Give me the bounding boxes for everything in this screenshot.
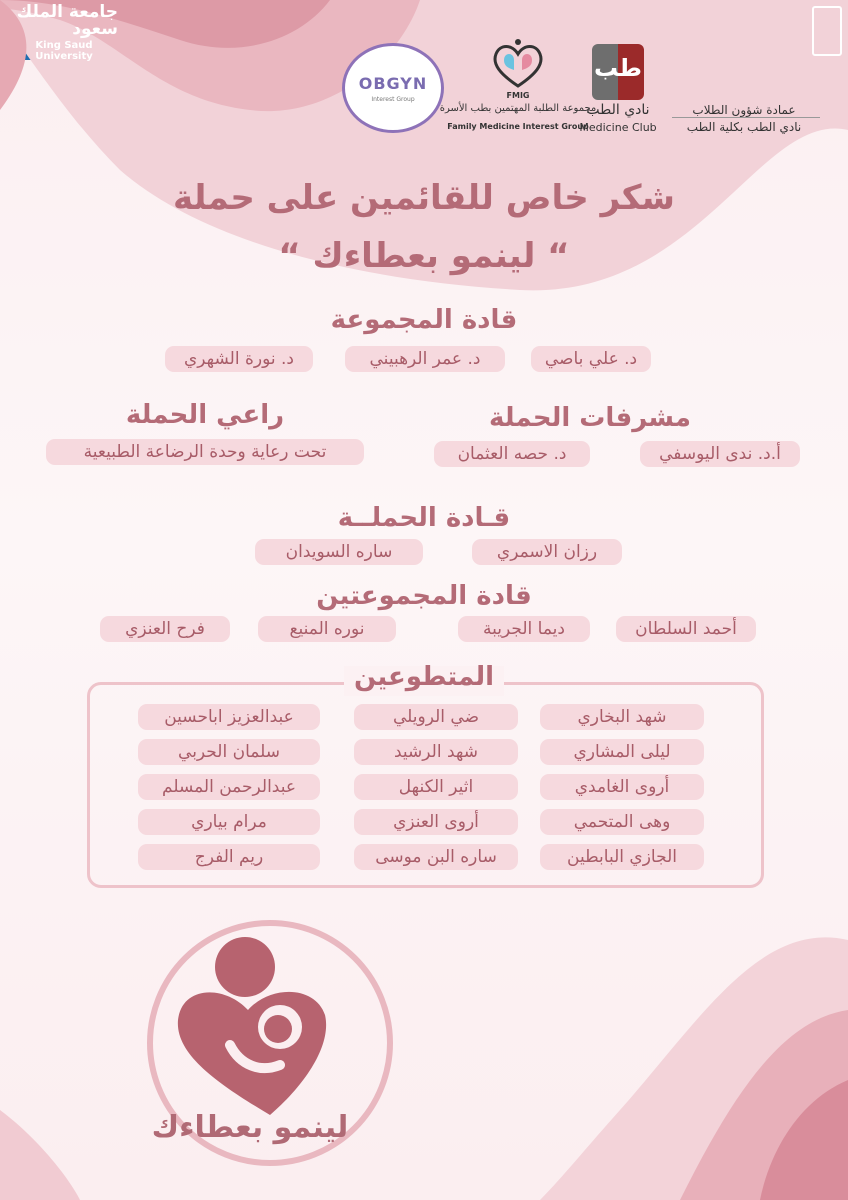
group-leader-name: د. عمر الرهبيني [345, 346, 505, 372]
ksu-dept-2: نادي الطب بكلية الطب [686, 120, 802, 134]
two-groups-leader-name: فرح العنزي [100, 616, 230, 642]
fmig-english: Family Medicine Interest Group [447, 122, 589, 131]
thanks-heading: شكر خاص للقائمين على حملة [173, 178, 675, 218]
supervisors-title: مشرفات الحملة [489, 403, 691, 433]
two-groups-leader-name: ديما الجريبة [458, 616, 590, 642]
volunteer-name: ليلى المشاري [540, 739, 704, 765]
volunteer-name: أروى الغامدي [540, 774, 704, 800]
volunteer-name: ساره البن موسى [354, 844, 518, 870]
campaign-leaders-title: قـادة الحملــة [337, 503, 511, 533]
medicine-club-glyph: طب [593, 54, 642, 82]
volunteers-title: المتطوعين [353, 662, 495, 692]
sponsor-title: راعي الحملة [125, 400, 285, 430]
two-groups-leaders-title: قادة المجموعتين [316, 581, 532, 611]
volunteer-name: شهد البخاري [540, 704, 704, 730]
volunteer-name: ريم الفرج [138, 844, 320, 870]
ksu-english-name: King Saud University [35, 40, 93, 62]
supervisor-name: أ.د. ندى اليوسفي [640, 441, 800, 467]
volunteer-name: مرام بياري [138, 809, 320, 835]
two-groups-leader-name: نوره المنيع [258, 616, 396, 642]
fmig-heart-icon [490, 36, 546, 92]
obgyn-logo [342, 43, 444, 133]
ksu-arabic-name: جامعة الملك سعود [16, 2, 118, 39]
volunteer-name: سلمان الحربي [138, 739, 320, 765]
volunteer-name: عبدالرحمن المسلم [138, 774, 320, 800]
campaign-leader-name: ساره السويدان [255, 539, 423, 565]
campaign-leader-name: رزان الاسمري [472, 539, 622, 565]
volunteer-name: وهى المتحمي [540, 809, 704, 835]
obgyn-title: OBGYN [358, 74, 428, 93]
group-leader-name: د. علي باصي [531, 346, 651, 372]
supervisor-name: د. حصه العثمان [434, 441, 590, 467]
campaign-name-heading: “ لينمو بعطاءك “ [278, 236, 570, 276]
group-leader-name: د. نورة الشهري [165, 346, 313, 372]
volunteer-name: الجازي البابطين [540, 844, 704, 870]
two-groups-leader-name: أحمد السلطان [616, 616, 756, 642]
group-leaders-title: قادة المجموعة [330, 305, 518, 335]
volunteer-name: اثير الكنهل [354, 774, 518, 800]
sponsor-name: تحت رعاية وحدة الرضاعة الطبيعية [46, 439, 364, 465]
volunteer-name: شهد الرشيد [354, 739, 518, 765]
fmig-arabic: مجموعة الطلبة المهتمين بطب الأسرة [439, 103, 597, 114]
ksu-dept-1: عمادة شؤون الطلاب [692, 103, 796, 117]
obgyn-subtitle: Interest Group [371, 96, 415, 103]
medicine-club-logo [592, 44, 644, 100]
divider [672, 117, 820, 118]
medicine-club-english: Medicine Club [579, 121, 657, 134]
ksu-seal-icon [812, 6, 842, 56]
volunteer-name: ضي الرويلي [354, 704, 518, 730]
volunteer-name: عبدالعزيز اباحسين [138, 704, 320, 730]
medicine-club-arabic: نادي الطب [586, 102, 650, 118]
volunteer-name: أروى العنزي [354, 809, 518, 835]
fmig-abbr: FMIG [506, 91, 530, 100]
brand-label: لينمو بعطاءك [151, 1110, 349, 1145]
